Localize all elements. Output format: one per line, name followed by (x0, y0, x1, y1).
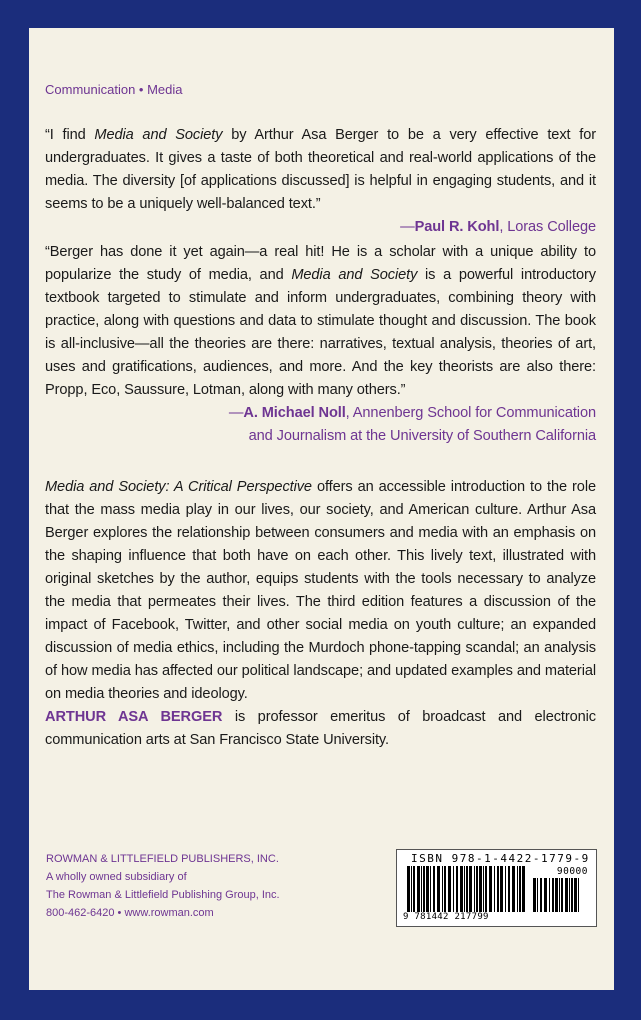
endorser-affiliation-cont: and Journalism at the University of Southern California (248, 428, 596, 444)
barcode-bars-icon (407, 866, 525, 912)
endorser-name: A. Michael Noll (243, 405, 346, 421)
publisher-subsidiary: A wholly owned subsidiary of (46, 871, 187, 883)
isbn-barcode (396, 849, 597, 927)
author-bio (45, 706, 596, 752)
publisher-info (46, 850, 280, 922)
endorsement-noll (45, 241, 596, 448)
book-title: Media and Society (94, 127, 223, 143)
price-addon-code: 90000 (556, 866, 588, 877)
publisher-contact: 800-462-6420 • www.rowman.com (46, 907, 214, 919)
quote-text: by Arthur Asa Berger to be a very effective text for undergraduates. It gives a taste of both theoretical and real-world applications of the media. The diversity [of applications discussed] is helpful in engaging students, and it seems to be a uniquely well-balanced text.” (45, 127, 596, 212)
book-title: Media and Society (291, 267, 418, 283)
back-cover (29, 28, 614, 990)
quote-text: “Berger has done it yet again—a real hit! He is a scholar with a unique ability to popularize the study of media, and (45, 244, 596, 283)
ean-digits: 9 781442 217799 (403, 912, 489, 922)
attribution: —Paul R. Kohl, Loras College (400, 219, 596, 235)
isbn-number: ISBN 978-1-4422-1779-9 (411, 852, 590, 865)
endorser-name: Paul R. Kohl (414, 219, 500, 235)
category-label: Communication • Media (45, 82, 183, 97)
book-full-title: Media and Society: A Critical Perspective (45, 479, 312, 495)
endorsement-kohl (45, 124, 596, 239)
publisher-name: ROWMAN & LITTLEFIELD PUBLISHERS, INC. (46, 853, 279, 865)
endorser-affiliation: , Loras College (499, 219, 596, 235)
quote-text: “I find (45, 127, 95, 143)
author-name: ARTHUR ASA BERGER (45, 709, 223, 725)
description-text: offers an accessible introduction to the role that the mass media play in our lives, our society, and American culture. Arthur Asa Berger explores the relationship between consumers and media with an emphasis on the shaping influence that both have on each other. This lively text, illustrated with original sketches by the author, equips students with the tools necessary to analyze the media that permeates their lives. The third edition features a discussion of the impact of Facebook, Twitter, and other social media on youth culture; an expanded discussion of media ethics, including the Murdoch phone-tapping scandal; an analysis of how media has affected our political landscape; and updated examples and material on media theories and ideology. (45, 479, 596, 702)
publisher-group: The Rowman & Littlefield Publishing Group, Inc. (46, 889, 280, 901)
attribution: —A. Michael Noll, Annenberg School for Communication (228, 405, 596, 421)
addon-bars-icon (533, 878, 583, 912)
quote-text: is a powerful introductory textbook targeted to stimulate and inform undergraduates, combining theory with practice, along with questions and data to stimulate thought and discussion. The book is all-inclusive—all the theories are there: narratives, textual analysis, theories of art, uses and gratifications, audiences, and more. And the key theorists are also there: Propp, Eco, Saussure, Lotman, along with many others.” (45, 267, 596, 398)
endorser-affiliation: , Annenberg School for Communication (345, 405, 596, 421)
book-description (45, 476, 596, 706)
bio-text: is professor emeritus of broadcast and electronic communication arts at San Francisco State University. (45, 709, 596, 748)
